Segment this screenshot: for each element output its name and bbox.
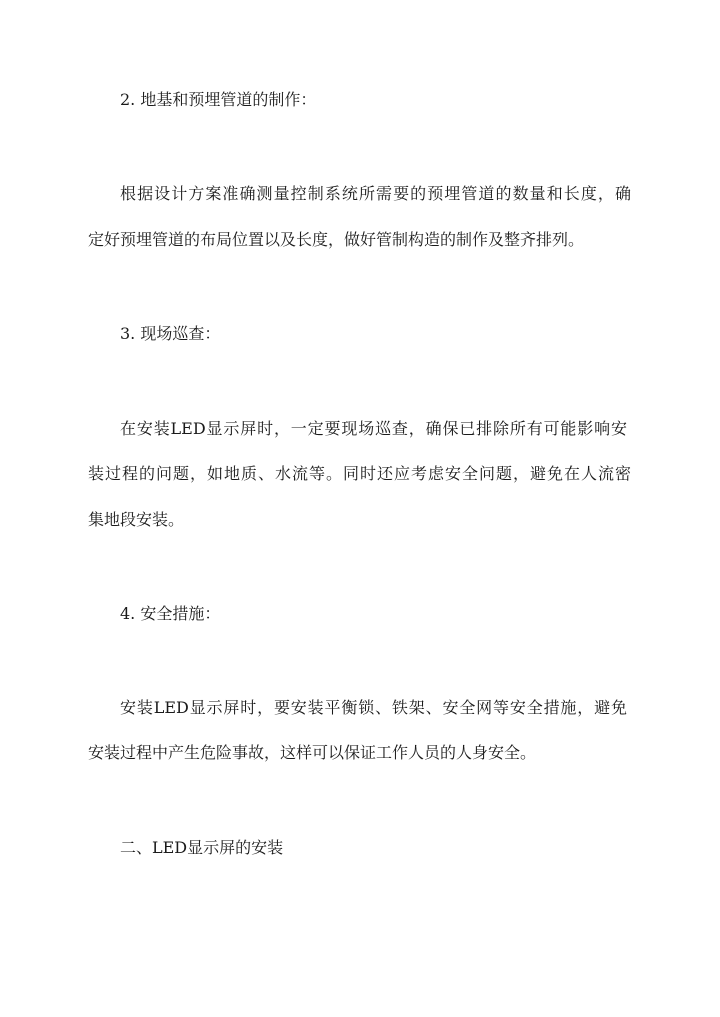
section-heading: 3. 现场巡查： <box>120 324 221 343</box>
paragraph-line: 定好预埋管道的布局位置以及长度，做好管制构造的制作及整齐排列。 <box>88 230 585 249</box>
paragraph-line: 在安装LED显示屏时，一定要现场巡查，确保已排除所有可能影响安 <box>120 419 627 438</box>
chapter-heading: 二、LED显示屏的安装 <box>120 838 284 857</box>
paragraph-line: 根据设计方案准确测量控制系统所需要的预埋管道的数量和长度，确 <box>120 184 631 203</box>
paragraph-line: 集地段安装。 <box>88 510 185 529</box>
paragraph-line: 安装过程中产生危险事故，这样可以保证工作人员的人身安全。 <box>88 743 537 762</box>
paragraph-line: 装过程的问题，如地质、水流等。同时还应考虑安全问题，避免在人流密 <box>88 464 631 483</box>
section-heading: 2. 地基和预埋管道的制作： <box>120 90 317 109</box>
paragraph-line: 安装LED显示屏时，要安装平衡锁、铁架、安全网等安全措施，避免 <box>120 698 627 717</box>
section-heading: 4. 安全措施： <box>120 604 221 623</box>
